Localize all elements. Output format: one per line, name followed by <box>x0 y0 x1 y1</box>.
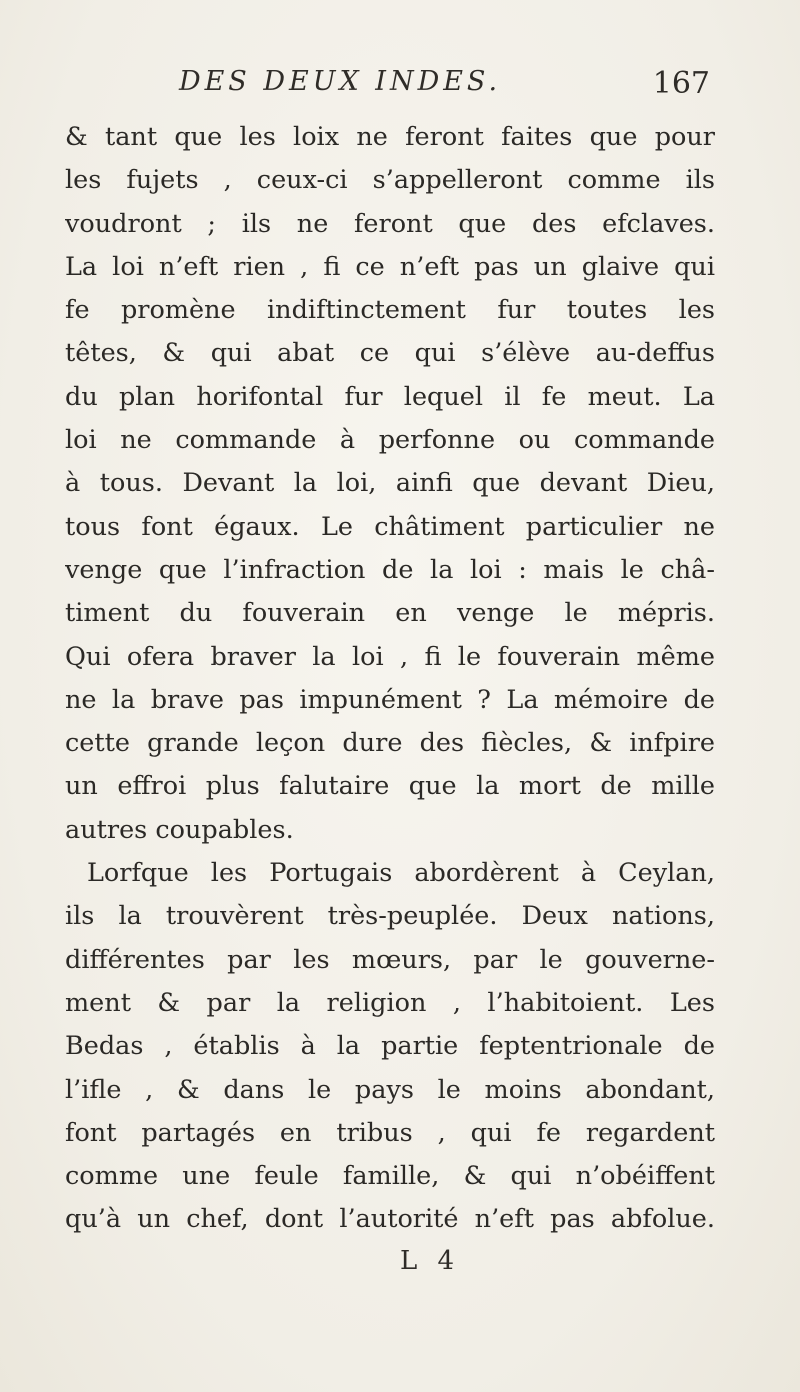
text-line: timent du fouverain en venge le mépris. <box>65 598 715 629</box>
text-line: l’ifle , & dans le pays le moins abondant, <box>65 1074 715 1105</box>
body-text <box>65 116 715 1242</box>
text-line: tous font égaux. Le châtiment particulier ne <box>65 511 715 542</box>
text-line: un effroi plus falutaire que la mort de mille <box>65 771 715 802</box>
text-line: autres coupables. <box>65 814 294 845</box>
text-line: loi ne commande à perfonne ou commande <box>65 425 715 456</box>
text-line: comme une feule famille, & qui n’obéiffent <box>65 1161 715 1192</box>
text-line: font partagés en tribus , qui fe regardent <box>65 1117 715 1148</box>
text-line: fe promène indiftinctement fur toutes les <box>65 295 715 326</box>
printer-signature: L 4 <box>400 1246 461 1276</box>
text-line: venge que l’infraction de la loi : mais le châ- <box>65 554 715 585</box>
text-line: La loi n’eft rien , fi ce n’eft pas un glaive qui <box>65 251 715 282</box>
text-line: du plan horifontal fur lequel il fe meut. La <box>65 381 715 412</box>
text-line: Lorfque les Portugais abordèrent à Ceylan, <box>87 858 715 889</box>
text-line: & tant que les loix ne feront faites que pour <box>65 122 715 152</box>
text-line: voudront ; ils ne feront que des efclaves. <box>65 208 715 239</box>
text-line: cette grande leçon dure des fiècles, & infpire <box>65 728 715 759</box>
text-line: les fujets , ceux-ci s’appelleront comme ils <box>65 165 715 196</box>
text-line: ment & par la religion , l’habitoient. Les <box>65 987 715 1018</box>
text-line: ne la brave pas impunément ? La mémoire de <box>65 684 715 715</box>
page-number: 167 <box>652 66 710 101</box>
text-line: ils la trouvèrent très-peuplée. Deux nations, <box>65 901 715 932</box>
page-header <box>150 66 710 106</box>
text-line: à tous. Devant la loi, ainfi que devant Dieu, <box>65 468 715 499</box>
text-line: Qui ofera braver la loi , fi le fouverain même <box>65 641 715 672</box>
text-line: qu’à un chef, dont l’autorité n’eft pas abfolue. <box>65 1204 715 1235</box>
text-line: Bedas , établis à la partie feptentrionale de <box>65 1031 715 1062</box>
running-title: DES DEUX INDES. <box>178 66 502 97</box>
text-line: têtes, & qui abat ce qui s’élève au-deffus <box>65 338 715 369</box>
text-line: différentes par les mœurs, par le gouverne- <box>65 944 715 975</box>
